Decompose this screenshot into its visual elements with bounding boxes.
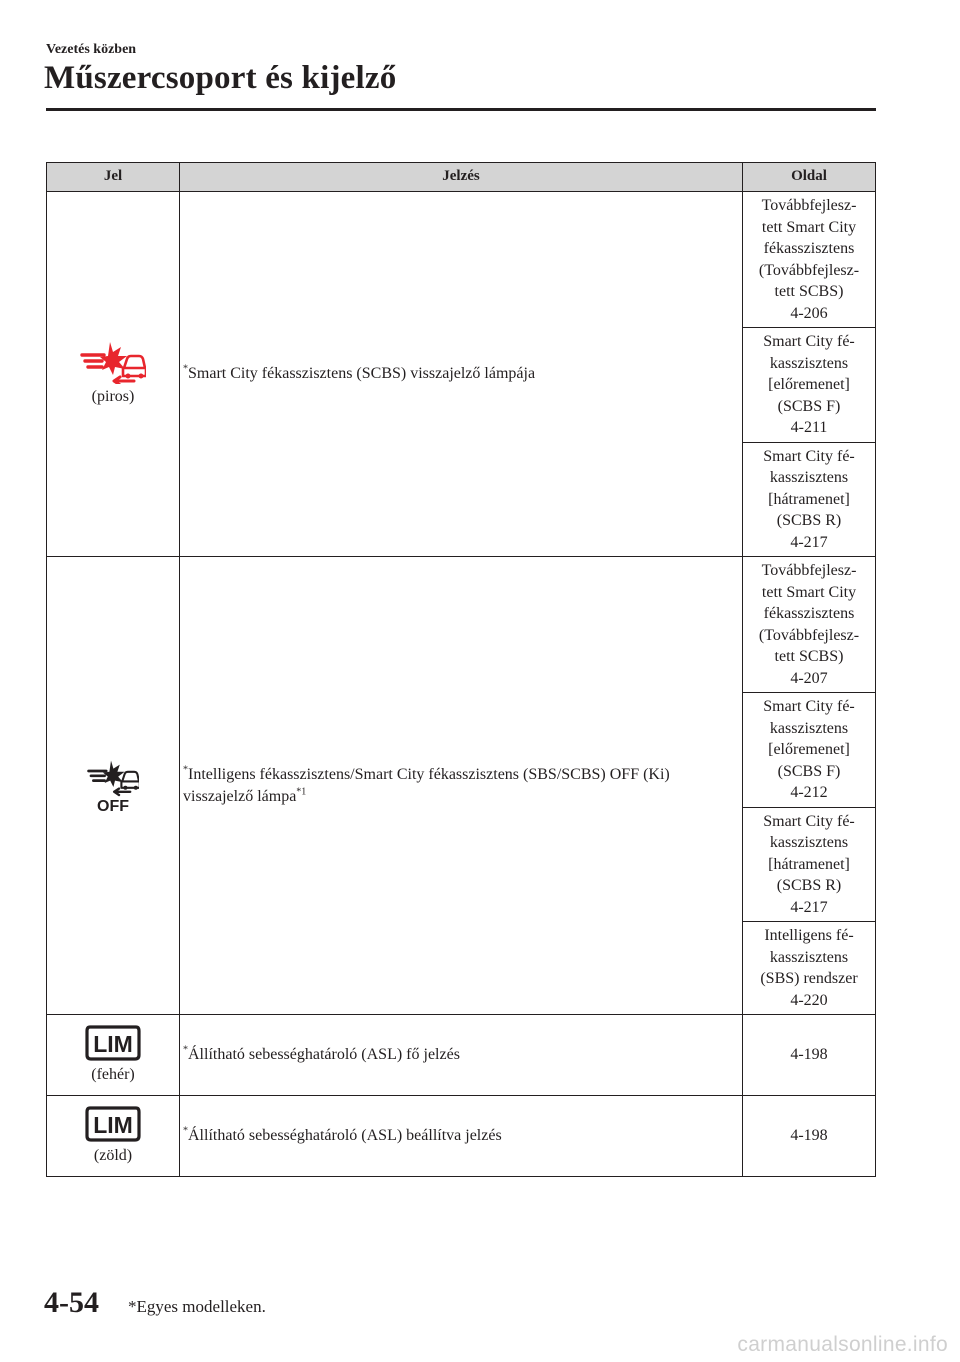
page-reference-line: 4-220 <box>790 991 828 1009</box>
symbol-cell <box>47 192 180 557</box>
description-text: Intelligens fékasszisztens/Smart City fékasszisztens (SBS/SCBS) OFF (Ki) visszajelző lámpa <box>183 766 670 805</box>
column-header-symbol: Jel <box>47 163 180 192</box>
description-cell <box>180 1015 743 1096</box>
title-rule <box>46 108 876 111</box>
lim-icon-label: LIM <box>93 1031 133 1058</box>
description-text: Állítható sebességhatároló (ASL) beállítva jelzés <box>188 1127 502 1145</box>
lim-icon-label: LIM <box>93 1112 133 1139</box>
page-reference-line: 4-211 <box>790 419 828 436</box>
page-reference-line: (Továbbfejlesz- <box>758 261 860 279</box>
page-reference-line: fékasszisztens <box>763 240 855 257</box>
page-reference-line: tett Smart City <box>761 583 857 601</box>
symbol-cell <box>47 1015 180 1096</box>
asterisk-marker: * <box>183 1044 188 1056</box>
sbs-scbs-off-icon <box>87 759 139 813</box>
page-reference-line: kasszisztens <box>769 719 849 737</box>
page-reference-cell <box>743 1015 876 1096</box>
page-reference-cell <box>743 192 876 328</box>
footnote-legend: *Egyes modelleken. <box>128 1297 266 1316</box>
description-cell <box>180 192 743 557</box>
page-reference-line: [hátramenet] <box>768 855 850 873</box>
description-cell <box>180 1096 743 1177</box>
page-reference-line: Smart City fé- <box>763 698 855 715</box>
page-reference-line: (SCBS F) <box>777 397 841 415</box>
page-reference-cell <box>743 922 876 1015</box>
page-reference-line: Smart City fé- <box>763 812 855 830</box>
page-reference-line: fékasszisztens <box>763 605 855 622</box>
symbol-caption: (zöld) <box>93 1147 133 1165</box>
page-reference-line: tett SCBS) <box>774 648 844 665</box>
page-reference-line: tett SCBS) <box>774 283 844 300</box>
watermark: carmanualsonline.info <box>737 1333 948 1356</box>
page-reference-line: (SCBS R) <box>776 512 842 529</box>
lim-icon <box>85 1105 141 1143</box>
page-reference-line: (SCBS F) <box>777 762 841 780</box>
page-number: 4-54 <box>44 1286 99 1319</box>
table-header-row <box>47 163 876 192</box>
page-reference-cell <box>743 1096 876 1177</box>
symbol-cell <box>47 1096 180 1177</box>
column-header-page: Oldal <box>743 163 876 192</box>
table-row <box>47 192 876 328</box>
description-text: Smart City fékasszisztens (SCBS) visszajelző lámpája <box>188 365 536 383</box>
scbs-warning-icon <box>80 340 146 384</box>
page-reference-line: kasszisztens <box>769 948 849 966</box>
footnote-marker: *1 <box>296 786 307 798</box>
page-reference-line: 4-198 <box>790 1127 828 1145</box>
column-header-indication: Jelzés <box>180 163 743 192</box>
indicator-table <box>46 162 876 1177</box>
page-reference-line: 4-198 <box>790 1046 828 1064</box>
page-reference-cell <box>743 807 876 922</box>
page-reference-line: 4-217 <box>790 533 828 551</box>
page-reference-line: [előremenet] <box>768 376 850 393</box>
page-reference-line: 4-206 <box>790 304 828 322</box>
symbol-cell <box>47 557 180 1015</box>
lim-icon <box>85 1024 141 1062</box>
page-reference-line: 4-217 <box>790 898 828 916</box>
page-reference-line: Smart City fé- <box>763 333 855 350</box>
description-cell <box>180 557 743 1015</box>
asterisk-marker: * <box>183 363 188 375</box>
asterisk-marker: * <box>183 764 188 776</box>
table-row <box>47 1015 876 1096</box>
description-text: Állítható sebességhatároló (ASL) fő jelzés <box>188 1046 460 1064</box>
page-reference-cell <box>743 328 876 443</box>
page-reference-line: tett Smart City <box>761 218 857 236</box>
page-reference-line: (Továbbfejlesz- <box>758 626 860 644</box>
asterisk-marker: * <box>183 1125 188 1137</box>
page-reference-line: Smart City fé- <box>763 447 855 465</box>
page-reference-line: (SBS) rendszer <box>760 970 858 987</box>
symbol-caption: (fehér) <box>91 1066 135 1084</box>
page-reference-line: kasszisztens <box>769 469 849 486</box>
page-title: Műszercsoport és kijelző <box>44 60 397 96</box>
page-reference-cell <box>743 442 876 557</box>
page-reference-line: Továbbfejlesz- <box>761 197 857 214</box>
off-label: OFF <box>97 797 129 813</box>
page-reference-line: kasszisztens <box>769 834 849 851</box>
page-reference-line: [hátramenet] <box>768 490 850 508</box>
symbol-caption: (piros) <box>91 388 135 406</box>
page-reference-line: (SCBS R) <box>776 877 842 894</box>
section-label: Vezetés közben <box>46 42 137 57</box>
table-row <box>47 1096 876 1177</box>
page-reference-line: [előremenet] <box>768 741 850 758</box>
page-reference-line: Továbbfejlesz- <box>761 562 857 579</box>
table-row <box>47 557 876 693</box>
page-reference-line: 4-212 <box>790 784 828 801</box>
page-reference-line: 4-207 <box>790 669 828 687</box>
page-reference-cell <box>743 693 876 808</box>
page-reference-cell <box>743 557 876 693</box>
page-reference-line: Intelligens fé- <box>764 927 854 944</box>
table-body <box>47 192 876 1177</box>
page-reference-line: kasszisztens <box>769 354 849 372</box>
